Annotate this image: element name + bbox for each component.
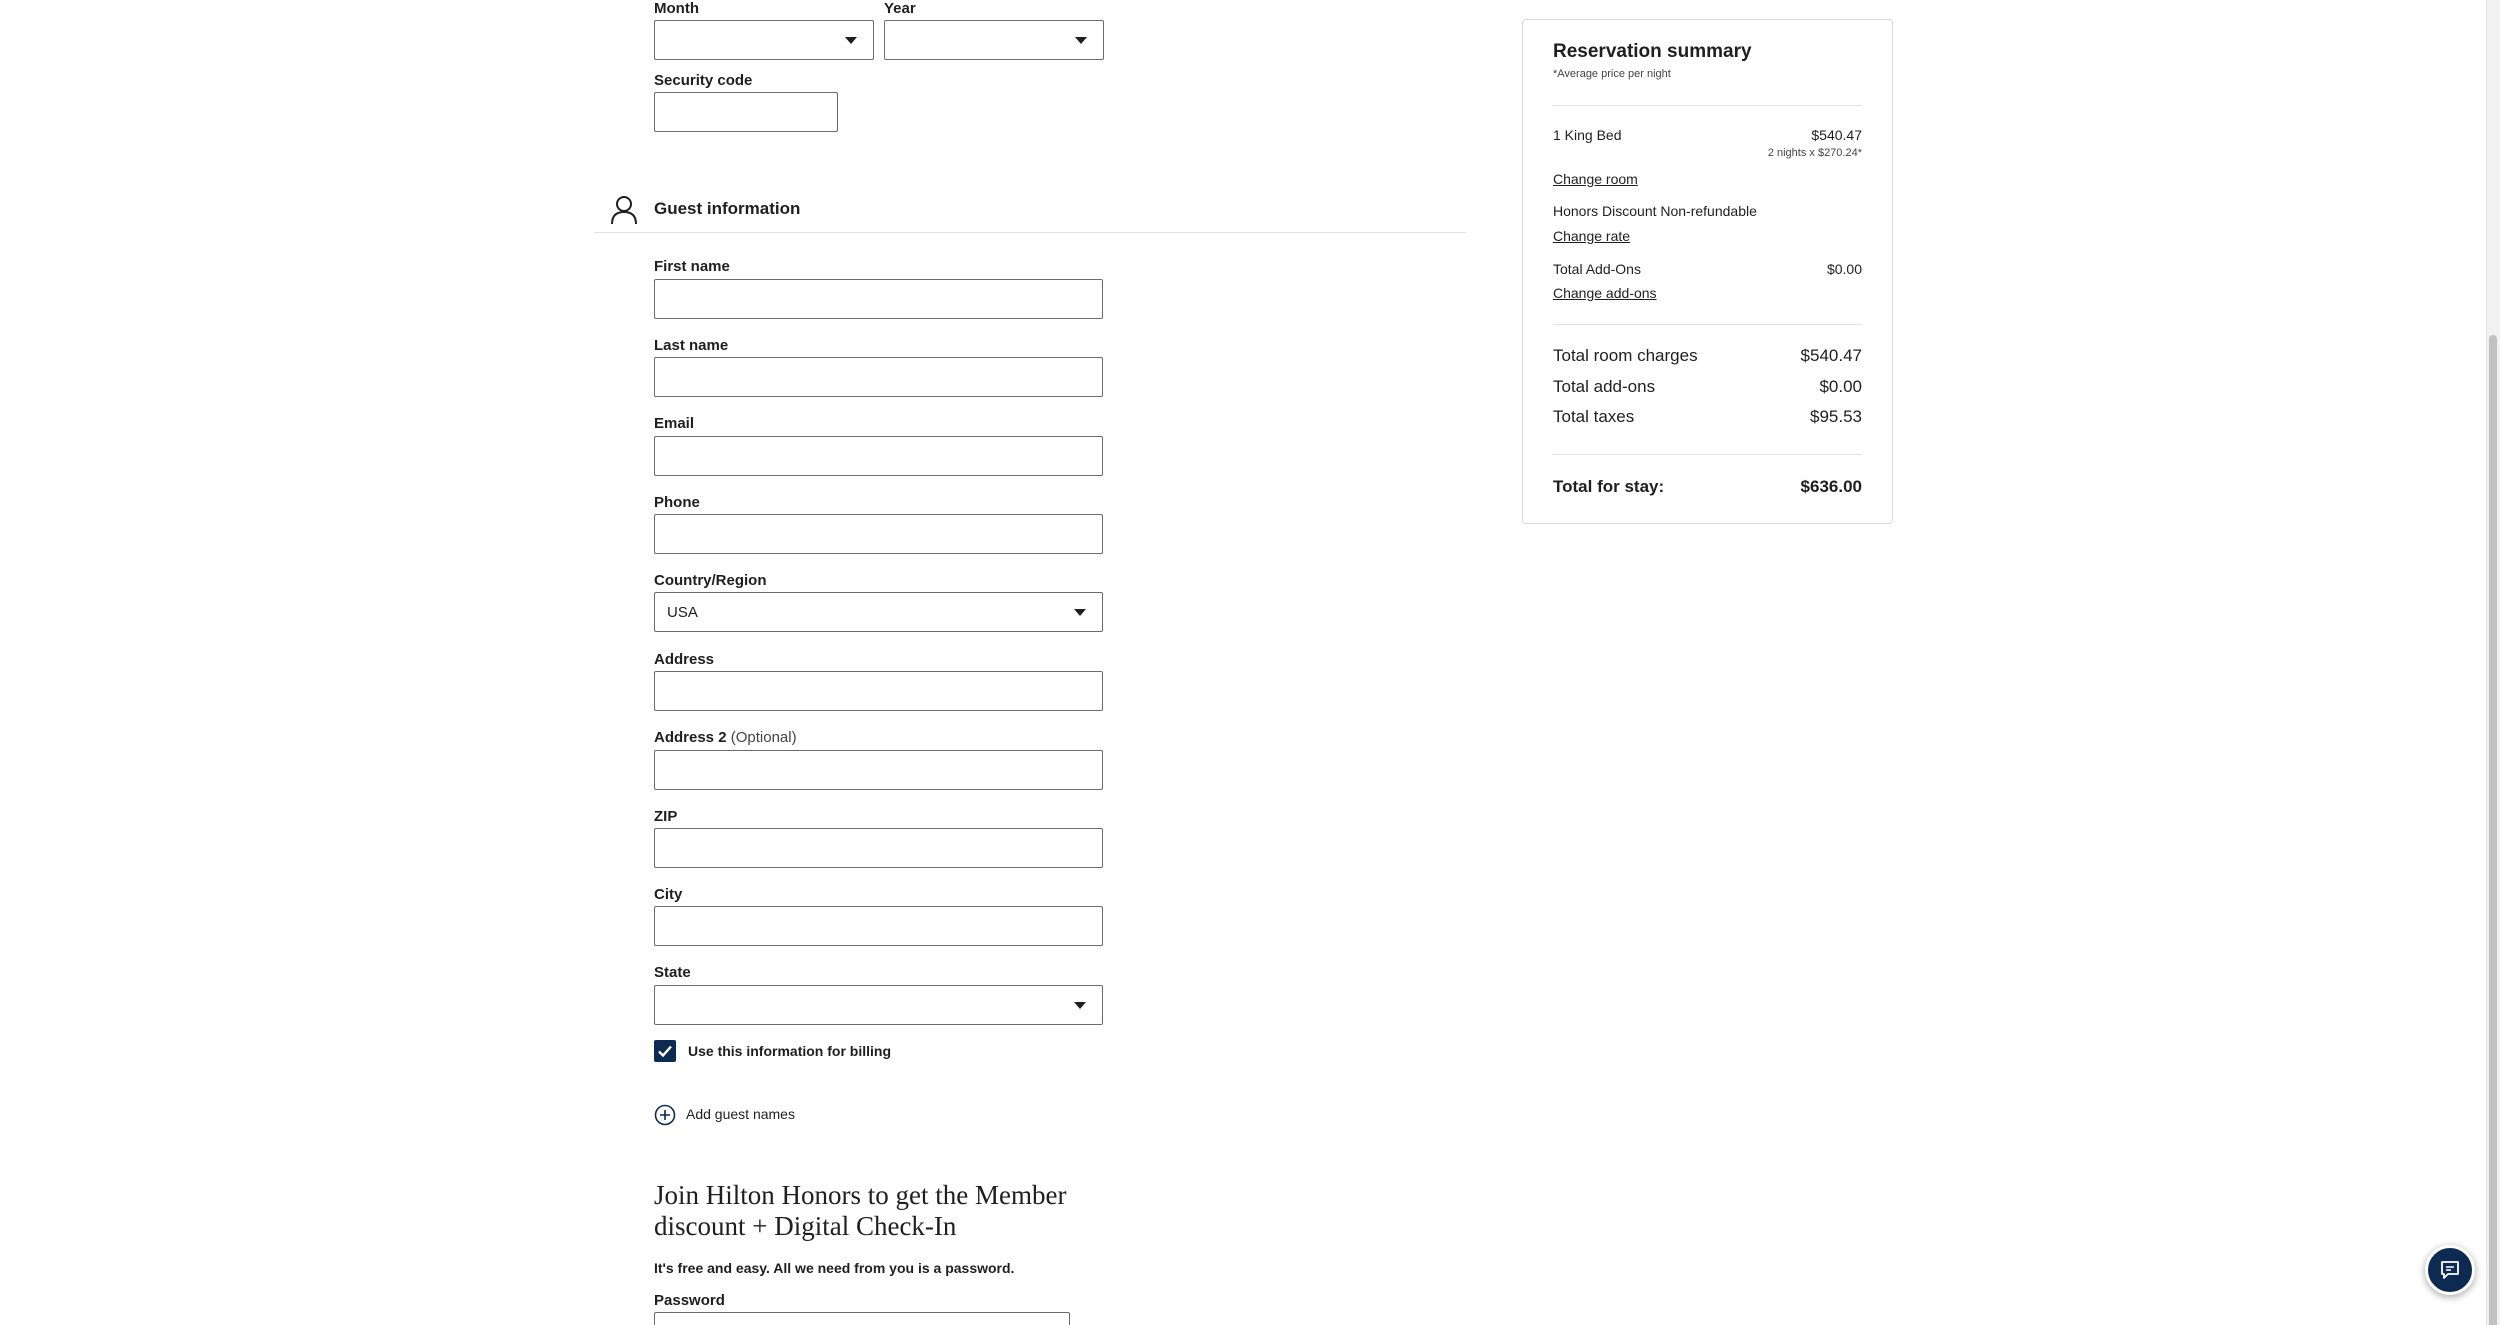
summary-title: Reservation summary — [1553, 41, 1752, 62]
change-addons-link[interactable]: Change add-ons — [1553, 285, 1657, 301]
year-select[interactable] — [884, 20, 1104, 60]
city-input[interactable] — [654, 906, 1103, 946]
month-select[interactable] — [654, 20, 874, 60]
rate-name: Honors Discount Non-refundable — [1553, 203, 1757, 219]
billing-checkbox-label[interactable]: Use this information for billing — [688, 1043, 891, 1059]
total-addons-label: Total add-ons — [1553, 377, 1656, 396]
room-price: $540.47 — [1811, 127, 1862, 143]
total-addons-value: $0.00 — [1819, 377, 1862, 396]
security-code-label: Security code — [654, 72, 753, 89]
first-name-label: First name — [654, 258, 730, 275]
chat-icon — [2440, 1260, 2460, 1280]
addons-value: $0.00 — [1826, 261, 1862, 277]
checkmark-icon — [657, 1043, 673, 1059]
last-name-label: Last name — [654, 337, 729, 354]
summary-divider — [1553, 105, 1862, 106]
email-input[interactable] — [654, 436, 1103, 476]
zip-input[interactable] — [654, 828, 1103, 868]
scrollbar-thumb[interactable] — [2489, 335, 2497, 1325]
plus-circle-icon[interactable] — [654, 1104, 676, 1126]
total-stay-label: Total for stay: — [1553, 477, 1665, 496]
country-value: USA — [667, 604, 698, 621]
zip-label: ZIP — [654, 808, 678, 825]
year-label: Year — [884, 0, 916, 17]
addons-label: Total Add-Ons — [1553, 261, 1641, 277]
address-label: Address — [654, 651, 715, 668]
country-label: Country/Region — [654, 572, 767, 589]
room-price-detail: 2 nights x $270.24* — [1767, 147, 1862, 159]
reservation-summary-card — [1522, 19, 1893, 524]
optional-hint: (Optional) — [730, 729, 797, 746]
room-charges-label: Total room charges — [1553, 346, 1698, 365]
change-rate-link[interactable]: Change rate — [1553, 228, 1631, 244]
phone-label: Phone — [654, 494, 700, 511]
first-name-input[interactable] — [654, 279, 1103, 319]
summary-subtitle: *Average price per night — [1553, 68, 1671, 80]
chat-button[interactable] — [2425, 1245, 2475, 1295]
taxes-value: $95.53 — [1810, 407, 1862, 426]
billing-checkbox[interactable] — [654, 1040, 676, 1062]
caret-down-icon — [1074, 1002, 1086, 1009]
join-honors-title: Join Hilton Honors to get the Member discount + Digital Check-In — [654, 1180, 1067, 1241]
summary-divider — [1553, 454, 1862, 455]
address-input[interactable] — [654, 671, 1103, 711]
total-stay-value: $636.00 — [1800, 477, 1862, 496]
room-charges-value: $540.47 — [1800, 346, 1862, 365]
taxes-label: Total taxes — [1553, 407, 1635, 426]
guest-section-title: Guest information — [654, 199, 801, 218]
room-name: 1 King Bed — [1553, 127, 1622, 143]
city-label: City — [654, 886, 683, 903]
join-honors-subtitle: It's free and easy. All we need from you is a password. — [654, 1260, 1015, 1276]
last-name-input[interactable] — [654, 357, 1103, 397]
month-label: Month — [654, 0, 699, 17]
email-label: Email — [654, 415, 695, 432]
person-icon — [610, 195, 638, 225]
summary-divider — [1553, 324, 1862, 325]
caret-down-icon — [1074, 609, 1086, 616]
section-divider — [594, 232, 1466, 233]
state-select[interactable] — [654, 985, 1103, 1025]
country-select[interactable] — [654, 592, 1103, 632]
change-room-link[interactable]: Change room — [1553, 171, 1638, 187]
state-label: State — [654, 964, 691, 981]
caret-down-icon — [1075, 37, 1087, 44]
address2-label-text: Address 2 — [654, 729, 727, 746]
address2-label — [654, 729, 797, 746]
password-label: Password — [654, 1292, 725, 1309]
add-guest-names-link[interactable]: Add guest names — [686, 1106, 795, 1122]
address2-input[interactable] — [654, 750, 1103, 790]
password-input[interactable] — [654, 1312, 1070, 1325]
caret-down-icon — [845, 37, 857, 44]
phone-input[interactable] — [654, 514, 1103, 554]
security-code-input[interactable] — [654, 92, 838, 132]
